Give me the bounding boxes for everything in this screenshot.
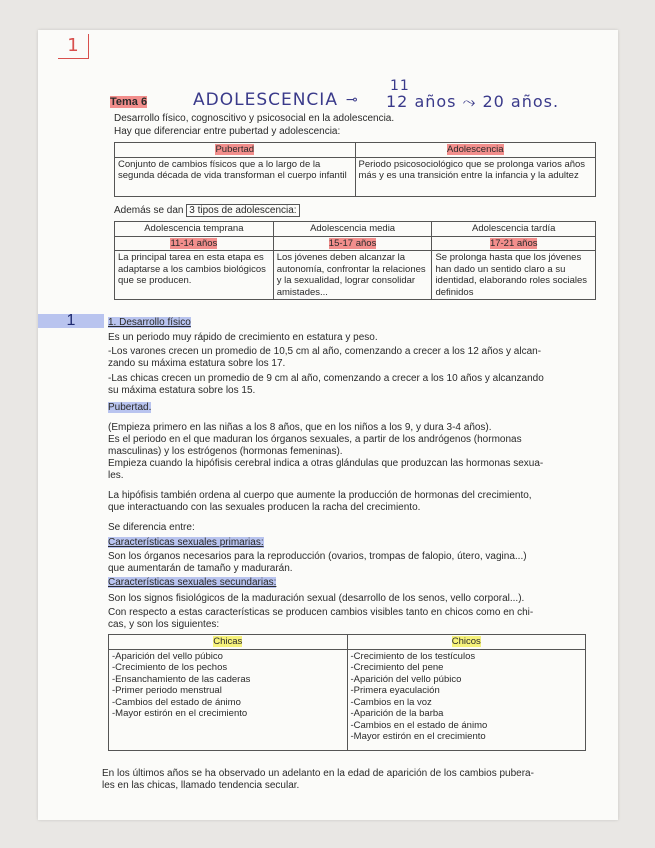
chicas-item: -Mayor estirón en el crecimiento — [112, 708, 248, 719]
table2-cell-media: Los jóvenes deben alcanzar la autonomía, confrontar la relaciones y la sexualidad, lograr consolidar amistades... — [273, 251, 432, 300]
tema-label: Tema 6 — [110, 96, 148, 108]
chicas-item: -Primer periodo menstrual — [112, 685, 222, 696]
chicos-item: -Crecimiento de los testículos — [350, 650, 476, 662]
chicos-item: -Crecimiento del pene — [350, 662, 444, 673]
table2-age-media: 15-17 años — [273, 236, 432, 251]
pubertad-line-1: Es el periodo en el que maduran los órganos sexuales, a partir de los andrógenos (hormonas — [108, 434, 522, 445]
closing-line-0: En los últimos años se ha observado un adelanto en la edad de aparición de los cambios pubera- — [102, 768, 534, 779]
table3-chicas-list — [109, 649, 348, 750]
table2-cell-tardia: Se prolonga hasta que los jóvenes han dado un sentido claro a su identidad, elaborando roles sociales definidos — [432, 251, 596, 300]
chicos-item: -Aparición de la barba — [350, 708, 444, 719]
age-top-handwritten: 11 — [390, 78, 410, 94]
chicos-item: -Cambios en la voz — [350, 696, 432, 708]
arrow-icon: ⊸ — [346, 92, 359, 108]
section1-line-1: -Los varones crecen un promedio de 10,5 cm al año, comenzando a crecer a los 12 años y alcan- — [108, 346, 542, 357]
document-page — [38, 30, 618, 820]
table3-chicos-list — [347, 649, 586, 750]
table3-header-chicos: Chicos — [347, 635, 586, 650]
chicos-item: -Primera eyaculación — [350, 685, 440, 696]
chicos-item: -Mayor estirón en el crecimiento — [350, 731, 486, 742]
title-handwritten: ADOLESCENCIA — [193, 90, 338, 110]
table1-cell-adolescencia: Periodo psicosociológico que se prolonga varios años más y es una transición entre la infancia y la adultez — [355, 157, 596, 196]
chicas-item: -Ensanchamiento de las caderas — [112, 673, 251, 685]
table2-age-temprana: 11-14 años — [115, 236, 274, 251]
table1-header-adolescencia: Adolescencia — [355, 143, 596, 158]
pubertad-vs-adolescencia-table — [114, 142, 596, 197]
pubertad-line-5: La hipófisis también ordena al cuerpo que aumente la producción de hormonas del crecimiento, — [108, 490, 532, 501]
section1-line-3: -Las chicas crecen un promedio de 9 cm al año, comenzando a crecer a los 10 años y alcanzando — [108, 373, 544, 384]
section1-line-0: Es un periodo muy rápido de crecimiento en estatura y peso. — [108, 332, 378, 343]
pubertad-line-4: les. — [108, 470, 124, 481]
chicas-item: -Aparición del vello púbico — [112, 650, 223, 662]
closing-line-1: les en las chicas, llamado tendencia secular. — [102, 780, 300, 791]
table2-cell-temprana: La principal tarea en esta etapa es adaptarse a los cambios biológicos que se producen. — [115, 251, 274, 300]
pubertad-line-2: masculinas) y los estrógenos (hormonas femeninas). — [108, 446, 343, 457]
pubertad-label: Pubertad. — [108, 402, 152, 413]
section1-line-2: zando su máxima estatura sobre los 17. — [108, 358, 286, 369]
table2-age-tardia: 17-21 años — [432, 236, 596, 251]
secundarias-label: Características sexuales secundarias: — [108, 577, 277, 588]
table2-header-temprana: Adolescencia temprana — [115, 222, 274, 237]
subtitle: Desarrollo físico, cognoscitivo y psicosocial en la adolescencia. — [114, 113, 395, 124]
primarias-label: Características sexuales primarias: — [108, 537, 264, 548]
pubertad-line-6: que interactuando con las sexuales producen la racha del crecimiento. — [108, 502, 421, 513]
chicas-item: -Cambios del estado de ánimo — [112, 696, 241, 708]
table2-header-tardia: Adolescencia tardía — [432, 222, 596, 237]
intro-text: Hay que diferenciar entre pubertad y adolescencia: — [114, 126, 341, 137]
table3-header-chicas: Chicas — [109, 635, 348, 650]
pubertad-line-0: (Empieza primero en las niñas a los 8 años, que en los niños a los 9, y dura 3-4 años). — [108, 422, 492, 433]
types-intro: Además se dan 3 tipos de adolescencia: — [114, 205, 300, 218]
tipos-adolescencia-table — [114, 221, 596, 300]
secundarias-line-2: cas, y son los siguientes: — [108, 619, 220, 630]
cambios-table — [108, 634, 586, 751]
pubertad-line-3: Empieza cuando la hipófisis cerebral indica a otras glándulas que produzcan las hormonas sexua- — [108, 458, 544, 469]
section-marker: 1 — [38, 314, 104, 328]
chicos-item: -Cambios en el estado de ánimo — [350, 719, 488, 731]
chicos-item: -Aparición del vello púbico — [350, 673, 462, 685]
chicas-item: -Crecimiento de los pechos — [112, 662, 228, 673]
page-number: 1 — [67, 35, 79, 56]
section1-heading: 1. Desarrollo físico — [108, 317, 191, 328]
table1-cell-pubertad: Conjunto de cambios físicos que a lo largo de la segunda década de vida transforman el cuerpo infantil — [115, 157, 356, 196]
types-box: 3 tipos de adolescencia: — [186, 204, 299, 217]
table2-header-media: Adolescencia media — [273, 222, 432, 237]
secundarias-line-0: Son los signos fisiológicos de la maduración sexual (desarrollo de los senos, vello corporal...). — [108, 593, 525, 604]
primarias-line-0: Son los órganos necesarios para la reproducción (ovarios, trompas de falopio, útero, vagina...) — [108, 551, 527, 562]
primarias-line-1: que aumentarán de tamaño y madurarán. — [108, 563, 293, 574]
secundarias-line-1: Con respecto a estas características se producen cambios visibles tanto en chicos como en chi- — [108, 607, 534, 618]
page-number-box — [58, 34, 89, 59]
section1-line-4: su máxima estatura sobre los 15. — [108, 385, 256, 396]
table1-header-pubertad: Pubertad — [115, 143, 356, 158]
pubertad-line-7: Se diferencia entre: — [108, 522, 195, 533]
age-range-handwritten: 12 años ⤳ 20 años. — [386, 92, 560, 111]
